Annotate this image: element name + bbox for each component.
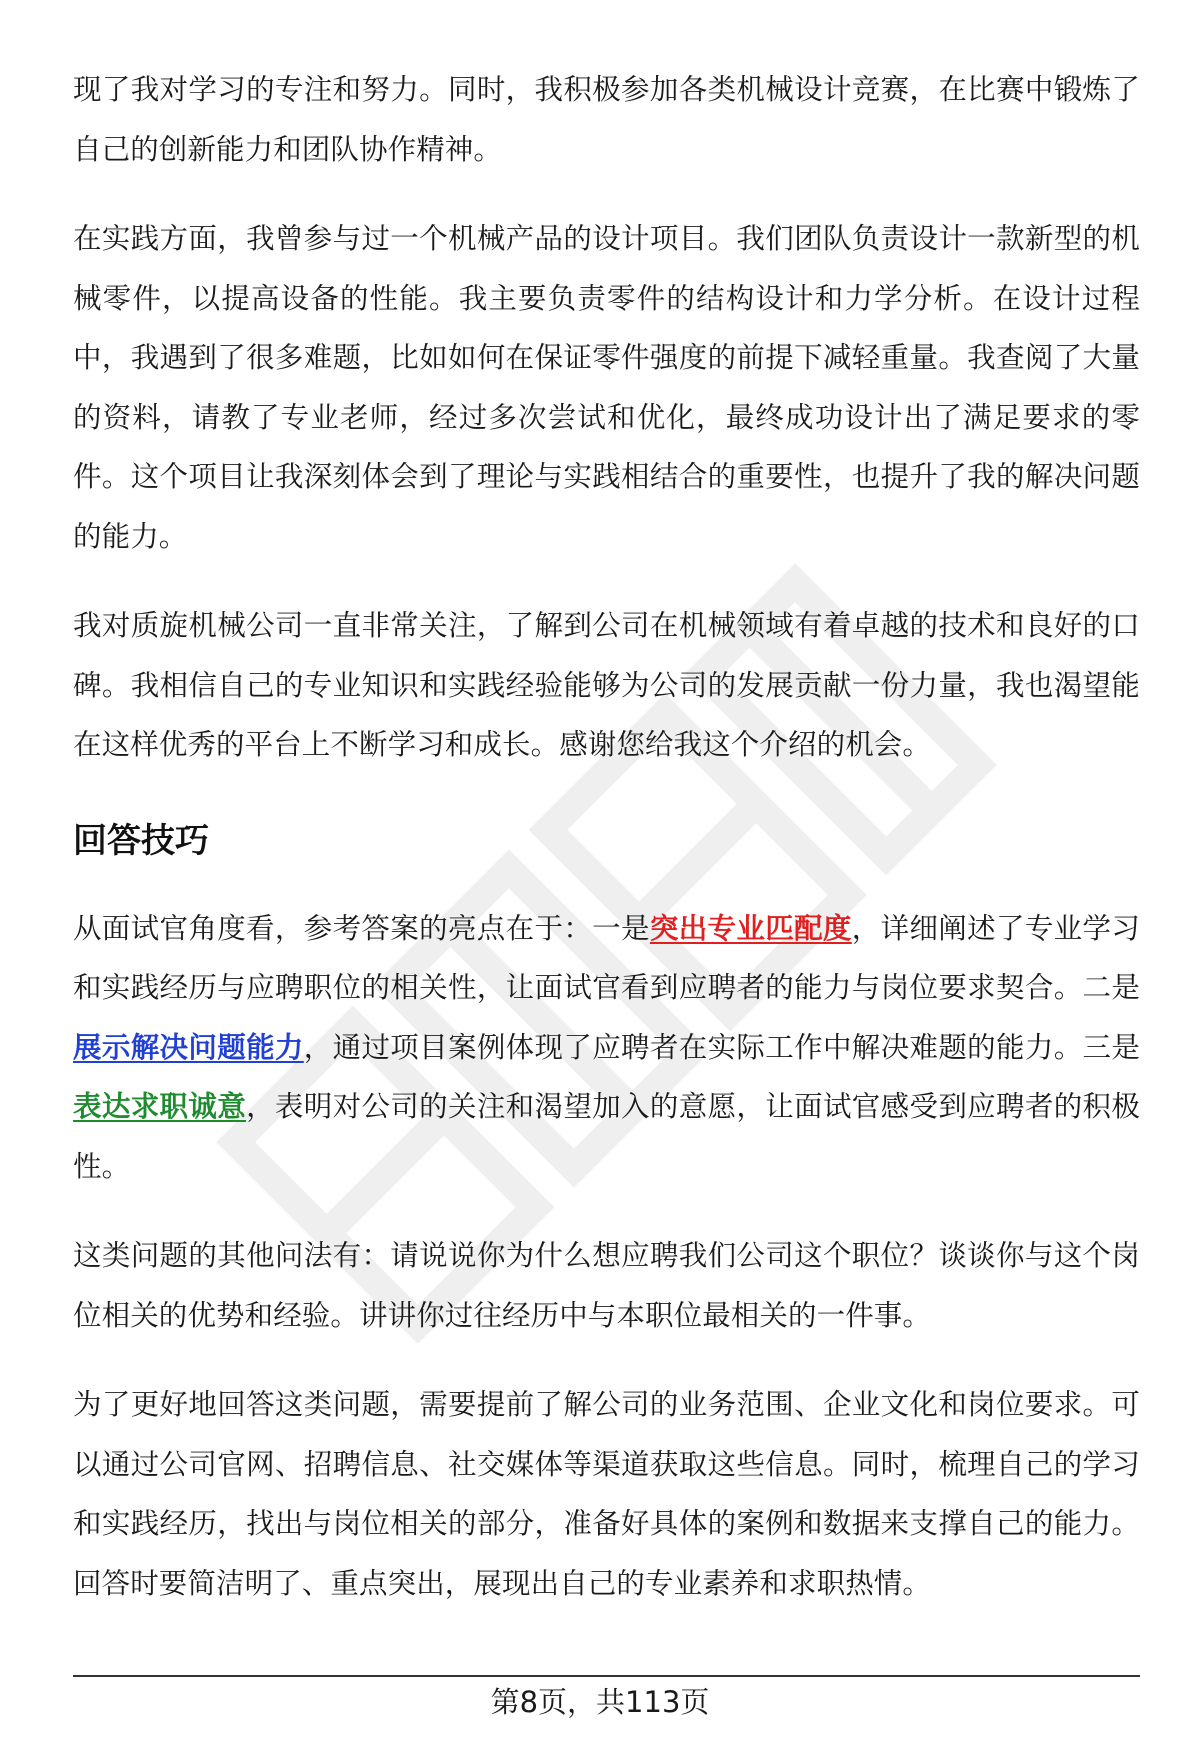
body-paragraph-alternatives: 这类问题的其他问法有：请说说你为什么想应聘我们公司这个职位？谈谈你与这个岗位相关的优势和经验。讲讲你过往经历中与本职位最相关的一件事。 <box>73 1239 1140 1332</box>
tips-text-part1: 从面试官角度看，参考答案的亮点在于：一是 <box>73 911 650 945</box>
highlight-professional-match: 突出专业匹配度 <box>649 911 852 945</box>
tips-paragraph <box>73 899 1140 1197</box>
highlight-job-sincerity: 表达求职诚意 <box>73 1090 247 1123</box>
tips-text-part3: ，通过项目案例体现了应聘者在实际工作中解决难题的能力。三是 <box>303 1030 1140 1064</box>
body-paragraph-company: 我对质旋机械公司一直非常关注，了解到公司在机械领域有着卓越的技术和良好的口碑。我相信自己的专业知识和实践经验能够为公司的发展贡献一份力量，我也渴望能在这样优秀的平台上不断学习和成长。感谢您给我这个介绍的机会。 <box>73 609 1140 761</box>
document-page <box>73 60 1140 1613</box>
page-number: 第8页，共113页 <box>490 1685 710 1719</box>
highlight-problem-solving: 展示解决问题能力 <box>73 1030 304 1064</box>
tips-text-part4: ，表明对公司的关注和渴望加入的意愿，让面试官感受到应聘者的积极性。 <box>73 1090 1140 1183</box>
body-paragraph-preparation: 为了更好地回答这类问题，需要提前了解公司的业务范围、企业文化和岗位要求。可以通过公司官网、招聘信息、社交媒体等渠道获取这些信息。同时，梳理自己的学习和实践经历，找出与岗位相关的部分，准备好具体的案例和数据来支撑自己的能力。回答时要简洁明了、重点突出，展现出自己的专业素养和求职热情。 <box>73 1388 1140 1600</box>
section-heading-answer-tips: 回答技巧 <box>73 820 209 861</box>
body-paragraph-continuation: 现了我对学习的专注和努力。同时，我积极参加各类机械设计竞赛，在比赛中锻炼了自己的创新能力和团队协作精神。 <box>73 73 1140 166</box>
body-paragraph-practice: 在实践方面，我曾参与过一个机械产品的设计项目。我们团队负责设计一款新型的机械零件，以提高设备的性能。我主要负责零件的结构设计和力学分析。在设计过程中，我遇到了很多难题，比如如何在保证零件强度的前提下减轻重量。我查阅了大量的资料，请教了专业老师，经过多次尝试和优化，最终成功设计出了满足要求的零件。这个项目让我深刻体会到了理论与实践相结合的重要性，也提升了我的解决问题的能力。 <box>73 222 1140 553</box>
footer-divider <box>73 1675 1140 1677</box>
tips-text-part2: ，详细阐述了专业学习和实践经历与应聘职位的相关性，让面试官看到应聘者的能力与岗位要求契合。二是 <box>73 911 1140 1004</box>
